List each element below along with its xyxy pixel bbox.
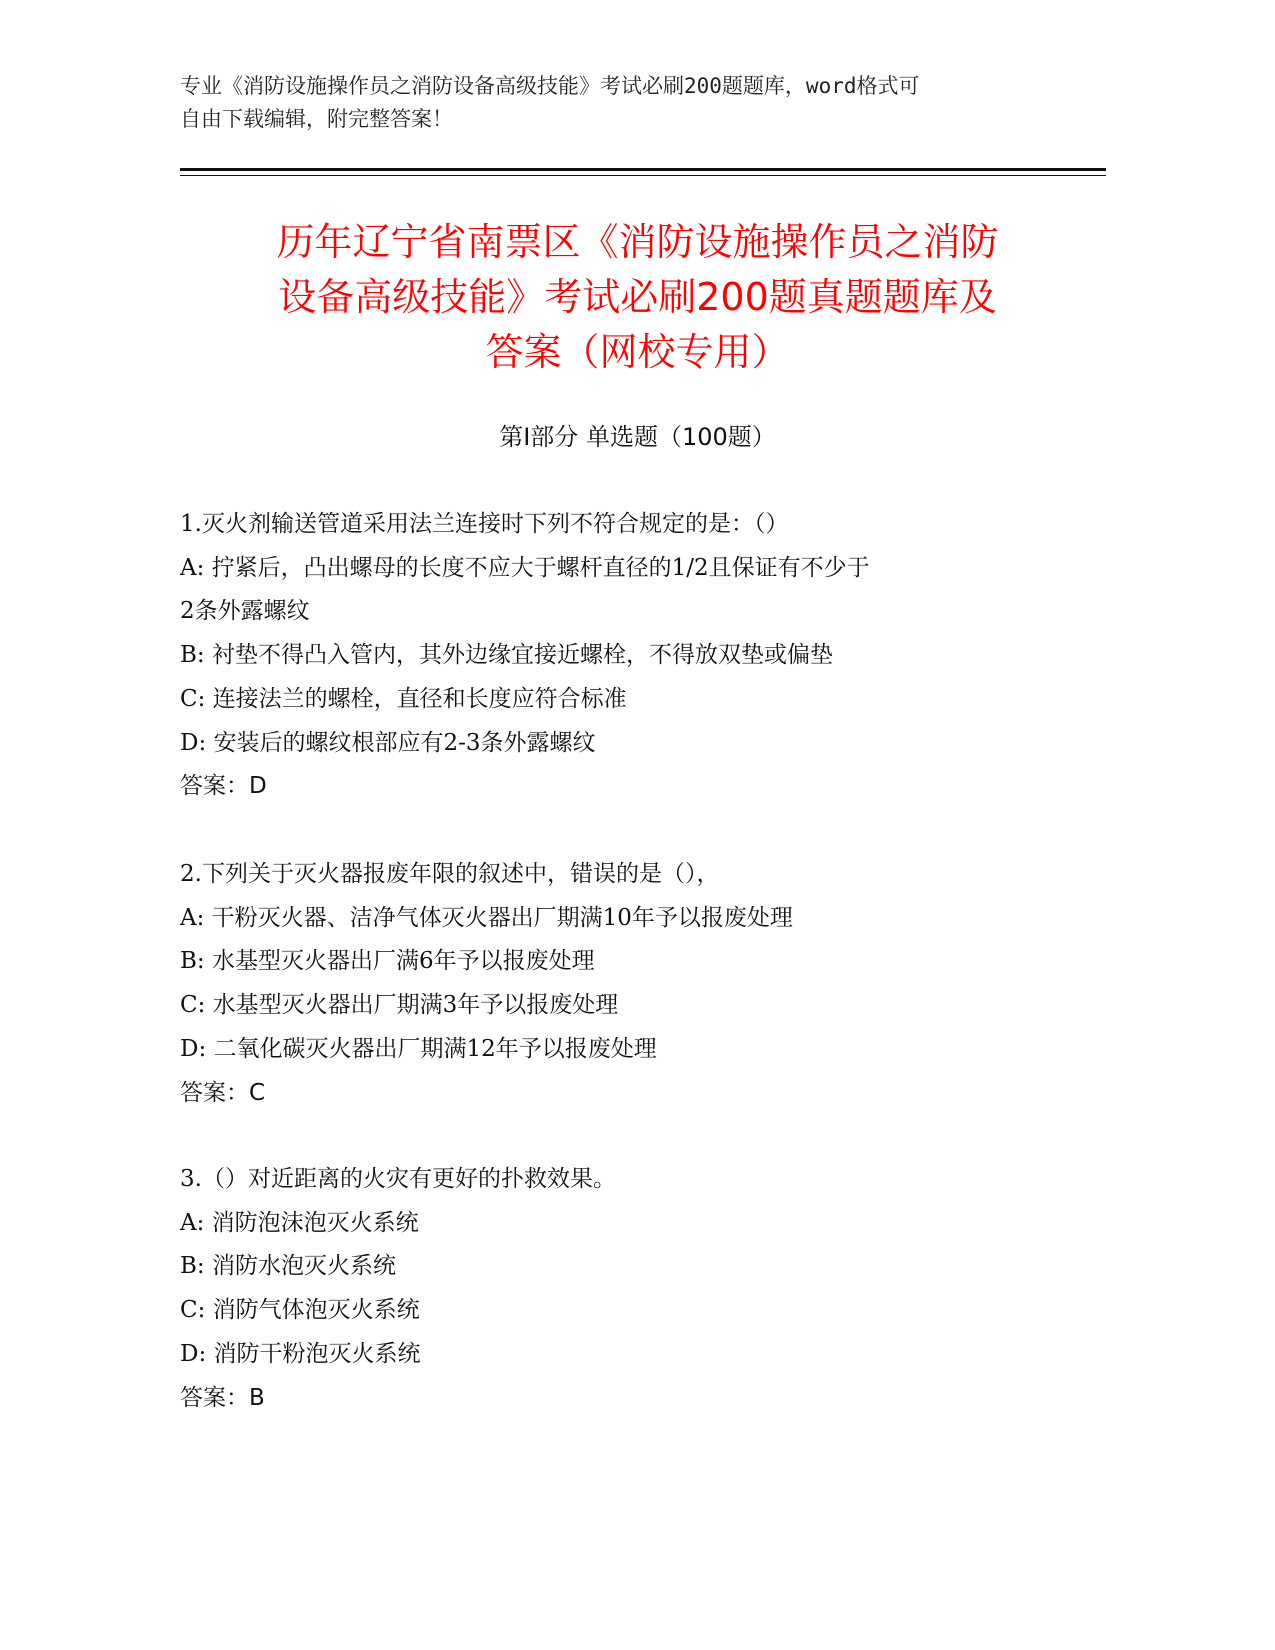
header-divider-thick	[180, 168, 1106, 171]
title-line: 答案（网校专用）	[485, 330, 790, 374]
question-block	[180, 1158, 1080, 1420]
document-title	[150, 215, 1125, 380]
question-block	[180, 503, 1080, 809]
answer-label: 答案：D	[180, 773, 267, 800]
document-intro	[180, 70, 1040, 136]
title-line: 设备高级技能》考试必刷200题真题题库及	[278, 275, 997, 319]
intro-line: 专业《消防设施操作员之消防设备高级技能》考试必刷200题题库，word格式可	[180, 74, 920, 98]
option-d: D: 消防干粉泡灭火系统	[180, 1340, 421, 1367]
option-c: C: 水基型灭火器出厂期满3年予以报废处理	[180, 992, 619, 1019]
question-stem: 1.灭火剂输送管道采用法兰连接时下列不符合规定的是：（）	[180, 511, 789, 537]
option-b: B: 消防水泡灭火系统	[180, 1253, 396, 1280]
question-stem: 3.（）对近距离的火灾有更好的扑救效果。	[180, 1166, 616, 1192]
option-a-continued: 2条外露螺纹	[180, 598, 310, 625]
option-c: C: 连接法兰的螺栓，直径和长度应符合标准	[180, 685, 627, 712]
header-divider-thin	[180, 175, 1106, 176]
option-b: B: 衬垫不得凸入管内，其外边缘宜接近螺栓，不得放双垫或偏垫	[180, 642, 833, 669]
option-a: A: 消防泡沫泡灭火系统	[180, 1209, 419, 1236]
option-a: A: 拧紧后，凸出螺母的长度不应大于螺杆直径的1/2且保证有不少于	[180, 554, 870, 581]
option-c: C: 消防气体泡灭火系统	[180, 1297, 420, 1324]
answer-label: 答案：C	[180, 1079, 266, 1106]
option-a: A: 干粉灭火器、洁净气体灭火器出厂期满10年予以报废处理	[180, 904, 793, 931]
question-stem: 2.下列关于灭火器报废年限的叙述中，错误的是（），	[180, 861, 720, 887]
option-d: D: 二氧化碳灭火器出厂期满12年予以报废处理	[180, 1035, 657, 1062]
option-d: D: 安装后的螺纹根部应有2-3条外露螺纹	[180, 729, 596, 756]
question-block	[180, 853, 1080, 1115]
intro-line: 自由下载编辑，附完整答案！	[180, 107, 453, 131]
section-heading: 第Ⅰ部分 单选题（100题）	[499, 423, 776, 451]
option-b: B: 水基型灭火器出厂满6年予以报废处理	[180, 948, 595, 975]
answer-label: 答案：B	[180, 1384, 265, 1411]
title-line: 历年辽宁省南票区《消防设施操作员之消防	[276, 220, 999, 264]
